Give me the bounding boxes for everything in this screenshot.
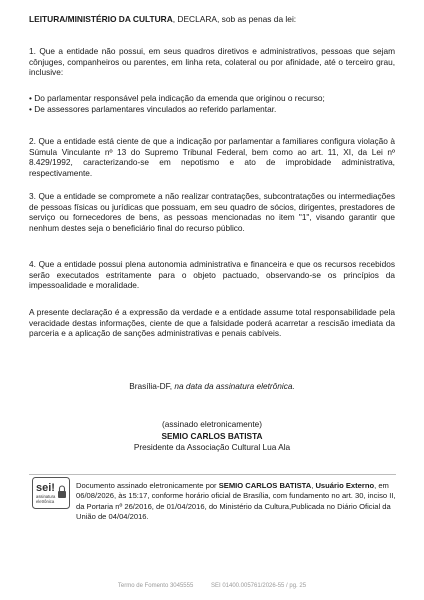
item-3: 3. Que a entidade se compromete a não realizar contratações, subcontratações ou intermediações de pessoas físicas ou jurídicas que possuam, em seu quadro de sócios, dirigentes, prestadores de serviço ou fornecedores de bens, as pessoas mencionadas no item "1", visando garantir que nenhum destes seja o beneficiário final do recurso público. — [29, 191, 395, 233]
signature-note: (assinado eletronicamente) — [161, 419, 263, 429]
signer-role: Presidente da Associação Cultural Lua Ala — [133, 442, 291, 452]
seal-signer-name: SEMIO CARLOS BATISTA — [218, 481, 312, 490]
sei-signature-seal-icon — [32, 477, 70, 509]
seal-caption-1: assinatura — [36, 494, 56, 499]
item-4: 4. Que a entidade possui plena autonomia administrativa e financeira e que os recursos recebidos serão executados estritamente para o objeto pactuado, observando-se os princípios da impessoalidade e moralidade. — [29, 259, 395, 291]
place-date — [0, 381, 424, 392]
seal-text-after: , em 06/08/2026, às 15:17, conforme horário oficial de Brasília, com fundamento no art. 30, inciso II, da Portaria nº 26/2016, de 01/04/2016, do Ministério da Cultura,Publicada no Diário Oficial da União de 04/04/2016. — [76, 481, 396, 522]
bullet-1: • Do parlamentar responsável pela indicação da emenda que originou o recurso; — [29, 93, 325, 103]
header-bold: LEITURA/MINISTÉRIO DA CULTURA — [29, 14, 173, 24]
seal-signer-role: Usuário Externo — [315, 481, 375, 490]
item-1: 1. Que a entidade não possui, em seus quadros diretivos e administrativos, pessoas que sejam cônjuges, companheiros ou parentes, em linha reta, colateral ou por afinidade, até o terceiro grau, inclusive: — [29, 46, 395, 78]
footer-process-ref: Termo de Fomento 3045555 — [117, 583, 194, 589]
declaration-header — [29, 14, 395, 25]
seal-comma: , — [311, 481, 316, 490]
bullet-2: • De assessores parlamentares vinculados ao referido parlamentar. — [29, 104, 277, 114]
footer-sei-ref: SEI 01400.005761/2026-55 / pg. 25 — [210, 583, 307, 589]
signer-name: SEMIO CARLOS BATISTA — [161, 431, 263, 441]
place-date-italic: na data da assinatura eletrônica. — [174, 381, 295, 391]
seal-logo: sei! — [36, 482, 55, 494]
electronic-signature-text — [76, 481, 396, 523]
item-2: 2. Que a entidade está ciente de que a indicação por parlamentar a familiares configura violação à Súmula Vinculante nº 13 do Supremo Tribunal Federal, bem como ao art. 11, XI, da Lei nº 8.429/1992, caracterizando-se em nepotismo e ato de improbidade administrativa, respectivamente. — [29, 136, 395, 178]
seal-divider — [29, 474, 396, 475]
seal-text-before: Documento assinado eletronicamente por — [76, 481, 219, 490]
page-footer — [0, 583, 424, 589]
seal-caption-2: eletrônica — [36, 499, 55, 504]
header-rest: , DECLARA, sob as penas da lei: — [172, 14, 297, 24]
final-statement: A presente declaração é a expressão da verdade e a entidade assume total responsabilidade pela veracidade destas informações, ciente de que a falsidade poderá acarretar a rescisão imediata da parceria e a aplicação de sanções administrativas e penais cabíveis. — [29, 307, 395, 339]
place-city: Brasília-DF, — [129, 381, 175, 391]
